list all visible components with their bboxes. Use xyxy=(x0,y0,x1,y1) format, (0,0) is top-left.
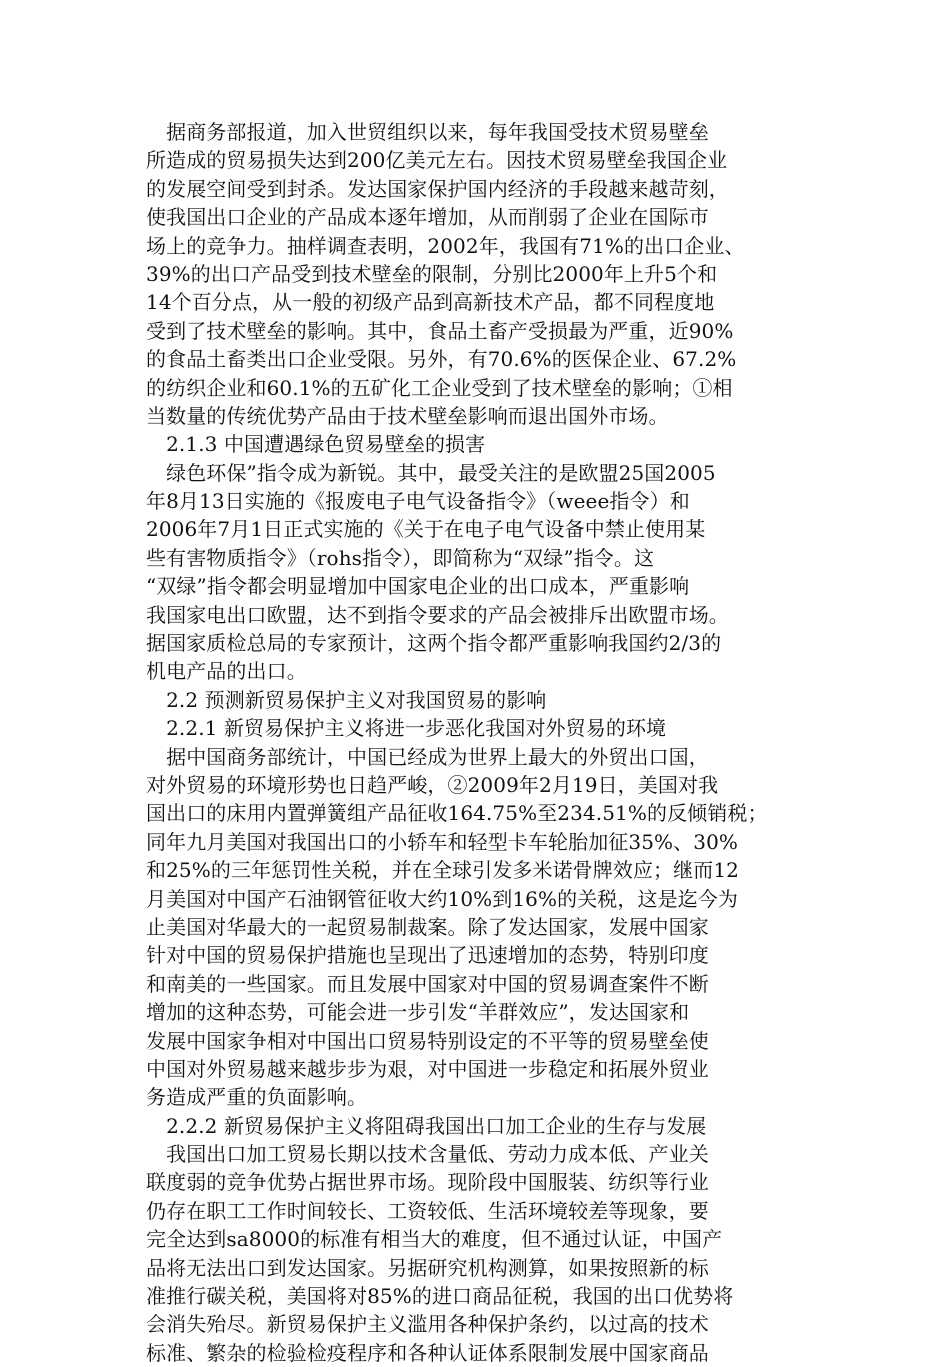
text-line: 的发展空间受到封杀。发达国家保护国内经济的手段越来越苛刻， xyxy=(146,176,729,201)
text-line: 绿色环保”指令成为新锐。其中，最受关注的是欧盟25国2005 xyxy=(146,460,716,485)
text-line: 据商务部报道，加入世贸组织以来，每年我国受技术贸易壁垒 xyxy=(146,120,709,144)
text-line: 所造成的贸易损失达到200亿美元左右。因技术贸易壁垒我国企业 xyxy=(146,148,728,173)
text-line: 发展中国家争相对中国出口贸易特别设定的不平等的贸易壁垒使 xyxy=(146,1028,709,1053)
text-line: 国出口的床用内置弹簧组产品征收164.75%至234.51%的反倾销税； xyxy=(146,801,768,826)
text-line: 品将无法出口到发达国家。另据研究机构测算，如果按照新的标 xyxy=(146,1255,709,1280)
text-line: 和25%的三年惩罚性关税，并在全球引发多米诺骨牌效应；继而12 xyxy=(146,858,740,883)
text-line: 年8月13日实施的《报废电子电气设备指令》（weee指令）和 xyxy=(146,489,690,514)
text-line: 我国出口加工贸易长期以技术含量低、劳动力成本低、产业关 xyxy=(146,1142,709,1167)
text-block xyxy=(146,686,786,714)
text-line: 2.2.1 新贸易保护主义将进一步恶化我国对外贸易的环境 xyxy=(146,716,667,741)
text-line: 使我国出口企业的产品成本逐年增加，从而削弱了企业在国际市 xyxy=(146,205,709,230)
text-block xyxy=(146,459,786,686)
text-line: 我国家电出口欧盟，达不到指令要求的产品会被排斥出欧盟市场。 xyxy=(146,602,729,627)
text-line: 月美国对中国产石油钢管征收大约10%到16%的关税，这是迄今为 xyxy=(146,886,739,911)
text-line: 据国家质检总局的专家预计，这两个指令都严重影响我国约2/3的 xyxy=(146,631,722,656)
text-block xyxy=(146,430,786,458)
text-line: 仍存在职工工作时间较长、工资较低、生活环境较差等现象，要 xyxy=(146,1198,709,1223)
text-line: 同年九月美国对我国出口的小轿车和轻型卡车轮胎加征35%、30% xyxy=(146,829,739,854)
text-line: 14个百分点，从一般的初级产品到高新技术产品，都不同程度地 xyxy=(146,290,715,315)
text-line: 中国对外贸易越来越步步为艰，对中国进一步稳定和拓展外贸业 xyxy=(146,1056,709,1081)
text-line: 会消失殆尽。新贸易保护主义滥用各种保护条约，以过高的技术 xyxy=(146,1312,709,1337)
text-line: 场上的竞争力。抽样调查表明，2002年，我国有71%的出口企业、 xyxy=(146,233,745,258)
text-line: 些有害物质指令》（rohs指令），即简称为“双绿”指令。这 xyxy=(146,545,655,570)
text-line: 完全达到sa8000的标准有相当大的难度，但不通过认证，中国产 xyxy=(146,1227,723,1252)
text-line: 的食品土畜类出口企业受限。另外，有70.6%的医保企业、67.2% xyxy=(146,347,737,372)
text-line: 机电产品的出口。 xyxy=(146,659,307,684)
text-line: 39%的出口产品受到技术壁垒的限制，分别比2000年上升5个和 xyxy=(146,261,718,286)
text-line: 2.2 预测新贸易保护主义对我国贸易的影响 xyxy=(146,687,547,712)
text-line: 联度弱的竞争优势占据世界市场。现阶段中国服装、纺织等行业 xyxy=(146,1170,709,1195)
text-line: “双绿”指令都会明显增加中国家电企业的出口成本，严重影响 xyxy=(146,574,690,599)
text-block xyxy=(146,1140,786,1367)
text-line: 据中国商务部统计，中国已经成为世界上最大的外贸出口国， xyxy=(146,744,709,769)
text-line: 当数量的传统优势产品由于技术壁垒影响而退出国外市场。 xyxy=(146,403,669,428)
text-block xyxy=(146,118,786,430)
text-line: 增加的这种态势，可能会进一步引发“羊群效应”，发达国家和 xyxy=(146,1000,690,1025)
text-line: 针对中国的贸易保护措施也呈现出了迅速增加的态势，特别印度 xyxy=(146,943,709,968)
text-line: 受到了技术壁垒的影响。其中，食品土畜产受损最为严重，近90% xyxy=(146,318,734,343)
text-line: 标准、繁杂的检验检疫程序和各种认证体系限制发展中国家商品 xyxy=(146,1340,709,1365)
text-line: 对外贸易的环境形势也日趋严峻，②2009年2月19日，美国对我 xyxy=(146,772,719,797)
text-line: 务造成严重的负面影响。 xyxy=(146,1085,368,1110)
document-page xyxy=(146,118,786,1367)
text-line: 2.1.3 中国遭遇绿色贸易壁垒的损害 xyxy=(146,432,486,457)
text-block xyxy=(146,714,786,742)
text-block xyxy=(146,1112,786,1140)
text-line: 准推行碳关税，美国将对85%的进口商品征税，我国的出口优势将 xyxy=(146,1284,734,1309)
text-line: 2006年7月1日正式实施的《关于在电子电气设备中禁止使用某 xyxy=(146,517,706,542)
text-line: 的纺织企业和60.1%的五矿化工企业受到了技术壁垒的影响；①相 xyxy=(146,375,733,400)
text-line: 2.2.2 新贸易保护主义将阻碍我国出口加工企业的生存与发展 xyxy=(146,1113,707,1138)
text-block xyxy=(146,743,786,1112)
text-line: 止美国对华最大的一起贸易制裁案。除了发达国家，发展中国家 xyxy=(146,914,709,939)
text-line: 和南美的一些国家。而且发展中国家对中国的贸易调查案件不断 xyxy=(146,971,709,996)
